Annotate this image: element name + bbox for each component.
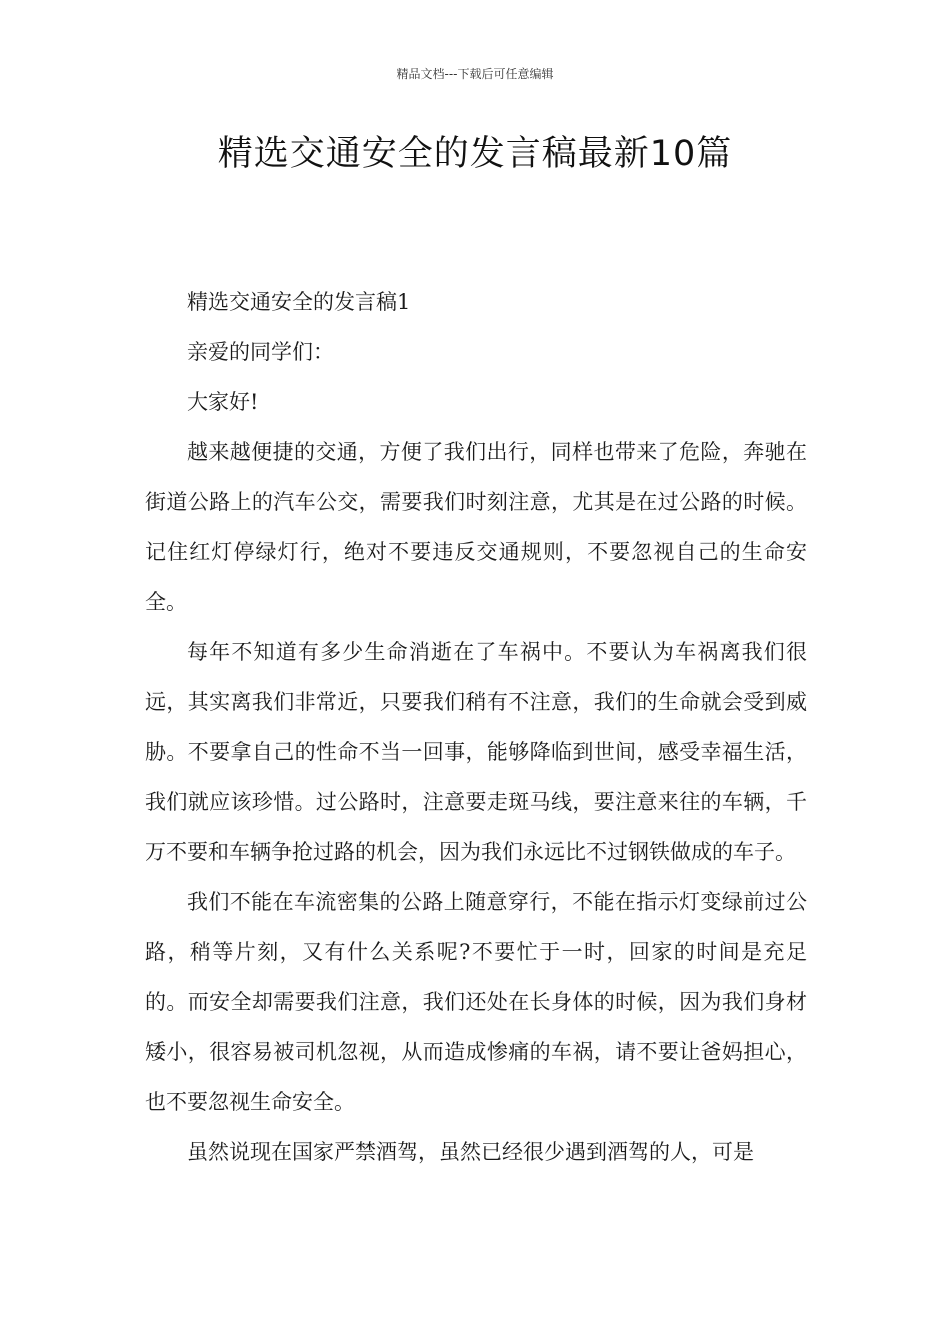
section-heading: 精选交通安全的发言稿1 <box>187 290 411 314</box>
document-title: 精选交通安全的发言稿最新10篇 <box>217 134 733 174</box>
body-paragraph: 我们不能在车流密集的公路上随意穿行，不能在指示灯变绿前过公路，稍等片刻，又有什么关系呢?不要忙于一时，回家的时间是充足的。而安全却需要我们注意，我们还处在长身体的时候，因为我们身材矮小，很容易被司机忽视，从而造成惨痛的车祸，请不要让爸妈担心，也不要忽视生命安全。 <box>145 890 807 1114</box>
body-paragraph: 虽然说现在国家严禁酒驾，虽然已经很少遇到酒驾的人，可是 <box>187 1140 754 1164</box>
header-note: 精品文档---下载后可任意编辑 <box>396 67 554 81</box>
body-paragraph: 越来越便捷的交通，方便了我们出行，同样也带来了危险，奔驰在街道公路上的汽车公交，需要我们时刻注意，尤其是在过公路的时候。记住红灯停绿灯行，绝对不要违反交通规则，不要忽视自己的生命安全。 <box>145 440 807 614</box>
body-paragraph: 每年不知道有多少生命消逝在了车祸中。不要认为车祸离我们很远，其实离我们非常近，只要我们稍有不注意，我们的生命就会受到威胁。不要拿自己的性命不当一回事，能够降临到世间，感受幸福生活，我们就应该珍惜。过公路时，注意要走斑马线，要注意来往的车辆，千万不要和车辆争抢过路的机会，因为我们永远比不过钢铁做成的车子。 <box>145 640 807 864</box>
greeting: 大家好! <box>187 390 259 414</box>
salutation: 亲爱的同学们： <box>187 340 334 364</box>
document-body <box>145 277 807 1177</box>
